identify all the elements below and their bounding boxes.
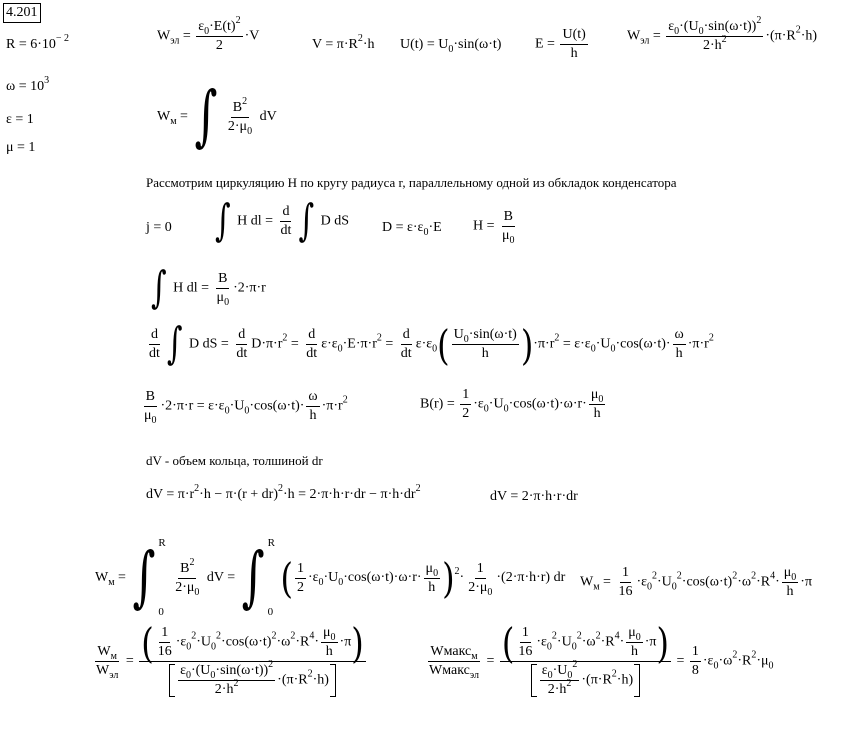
formula-E: E = $\frac{U(t)}{h}$: [535, 27, 586, 61]
formula-W-el: $W_{эл}$ = $\frac{\varepsilon_0\cdot E(t)^2}{2}$ ·V: [157, 15, 260, 53]
formula-W-el-expanded: $W_{эл}$ = $\frac{\varepsilon_0\cdot(U_0\cdot\sin(\omega\cdot t))^2}{2\cdot h^2}$ $\cdot(\pi\cdot R^2\cdot h)$: [627, 15, 818, 53]
formula-W-m-result: $W_м$ = $\frac{1}{16}$ $\cdot\varepsilon_0^2\cdot U_0^2\cdot\cos(\omega\cdot t)^2\cdot\omega^2\cdot R^4\cdot$ $\frac{\mu_0}{h}$ ·π: [580, 565, 813, 599]
formula-ratio: $\frac{W_м}{W_{эл}}$ = ( $\frac{1}{16}$ $\cdot\varepsilon_0^2\cdot U_0^2\cdot\cos(\omega\cdot t)^2\cdot\omega^2\cdot R^4\cdot$ $\frac{\mu_0}{h}$ ·π) $\frac{\varepsilon_0\cdot(U_0\cdot\sin(\omega\cdot t))^2}{2\cdot h^2}$ $\cdot(\pi\cdot R^2\cdot h)$: [96, 617, 364, 697]
formula-dV-expansion: dV = $\pi\cdot r^2\cdot h - \pi\cdot(r + dr)^2\cdot h = 2\cdot\pi\cdot h\cdot r\cdot dr - \pi\cdot h\cdot dr^2$: [146, 483, 421, 502]
formula-U: $U(t) = U_0\cdot\sin(\omega\cdot t)$: [400, 37, 502, 55]
given-omega: $\omega = 10^3$: [6, 75, 50, 94]
formula-W-m-integral: $W_м$ = ∫ $\frac{B^2}{2\cdot\mu_0}$ dV: [157, 78, 277, 155]
formula-ratio-max: $\frac{Wмакс_м}{Wмакс_{эл}}$ = ( $\frac{1}{16}$ $\cdot\varepsilon_0^2\cdot U_0^2\cdot\omega^2\cdot R^4\cdot$ $\frac{\mu_0}{h}$ ·π) $\frac{\varepsilon_0\cdot U_0^2}{2\cdot h^2}$ $\cdot(\pi\cdot R^2\cdot h)$ = $\frac{1}{8}$ $\cdot\varepsilon_0\cdot\omega^2\cdot R^2\cdot\mu_0$: [429, 617, 774, 697]
given-epsilon: ε = 1: [6, 112, 34, 127]
formula-dV-result: dV = 2·π·h·r·dr: [490, 489, 578, 504]
formula-circulation: ∫ H dl = $\frac{d}{dt}$ ∫ D dS: [215, 195, 349, 247]
formula-B-of-r: B(r) = $\frac{1}{2}$ $\cdot\varepsilon_0\cdot U_0\cdot\cos(\omega\cdot t)\cdot\omega\cdot r\cdot$ $\frac{\mu_0}{h}$: [420, 387, 604, 421]
given-mu: μ = 1: [6, 140, 36, 155]
given-R: $R = 6\cdot 10^{- 2}$: [6, 33, 70, 52]
formula-V: $V = \pi\cdot R^2\cdot h$: [312, 33, 375, 52]
formula-H-dl: ∫ H dl = $\frac{B}{\mu_0}$ ·2·π·r: [151, 262, 266, 314]
problem-number: 4.201: [3, 3, 41, 23]
formula-B-equality: $\frac{B}{\mu_0}$ $\cdot 2\cdot\pi\cdot r = \varepsilon\cdot\varepsilon_0\cdot U_0\cdot\cos(\omega\cdot t)\cdot$ $\frac{\omega}{h}$ $\cdot\pi\cdot r^2$: [144, 389, 348, 426]
formula-H: H = $\frac{B}{\mu_0}$: [473, 209, 515, 246]
formula-j-zero: j = 0: [146, 220, 172, 235]
formula-flux-derivative: $\frac{d}{dt}$ ∫ D dS = $\frac{d}{dt}$ $D\cdot\pi\cdot r^2$ = $\frac{d}{dt}$ $\varepsilon\cdot\varepsilon_0\cdot E\cdot\pi\cdot r^2$ = $\frac{d}{dt}$ $\varepsilon\cdot\varepsilon_0$( $\frac{U_0\cdot\sin(\omega\cdot t)}{h}$ )$\cdot\pi\cdot r^2 = \varepsilon\cdot\varepsilon_0\cdot U_0\cdot\cos(\omega\cdot t)\cdot$ $\frac{\omega}{h}$ $\cdot\pi\cdot r^2$: [149, 318, 714, 370]
ring-volume-text: dV - объем кольца, толшиной dr: [146, 453, 323, 468]
formula-D: $D = \varepsilon\cdot\varepsilon_0\cdot E$: [382, 220, 442, 238]
formula-W-m-definite: $W_м$ = ∫ R 0 $\frac{B^2}{2\cdot\mu_0}$ dV = ∫ R 0 ( $\frac{1}{2}$ $\cdot\varepsilon_0\cdot U_0\cdot\cos(\omega\cdot t)\cdot\omega\cdot r\cdot$ $\frac{\mu_0}{h}$ )$^2$· $\frac{1}{2\cdot\mu_0}$ ·(2·π·h·r) dr: [95, 537, 566, 618]
circulation-intro-text: Рассмотрим циркуляцию H по кругу радиуса r, параллельному одной из обкладок конденсатора: [146, 175, 677, 190]
